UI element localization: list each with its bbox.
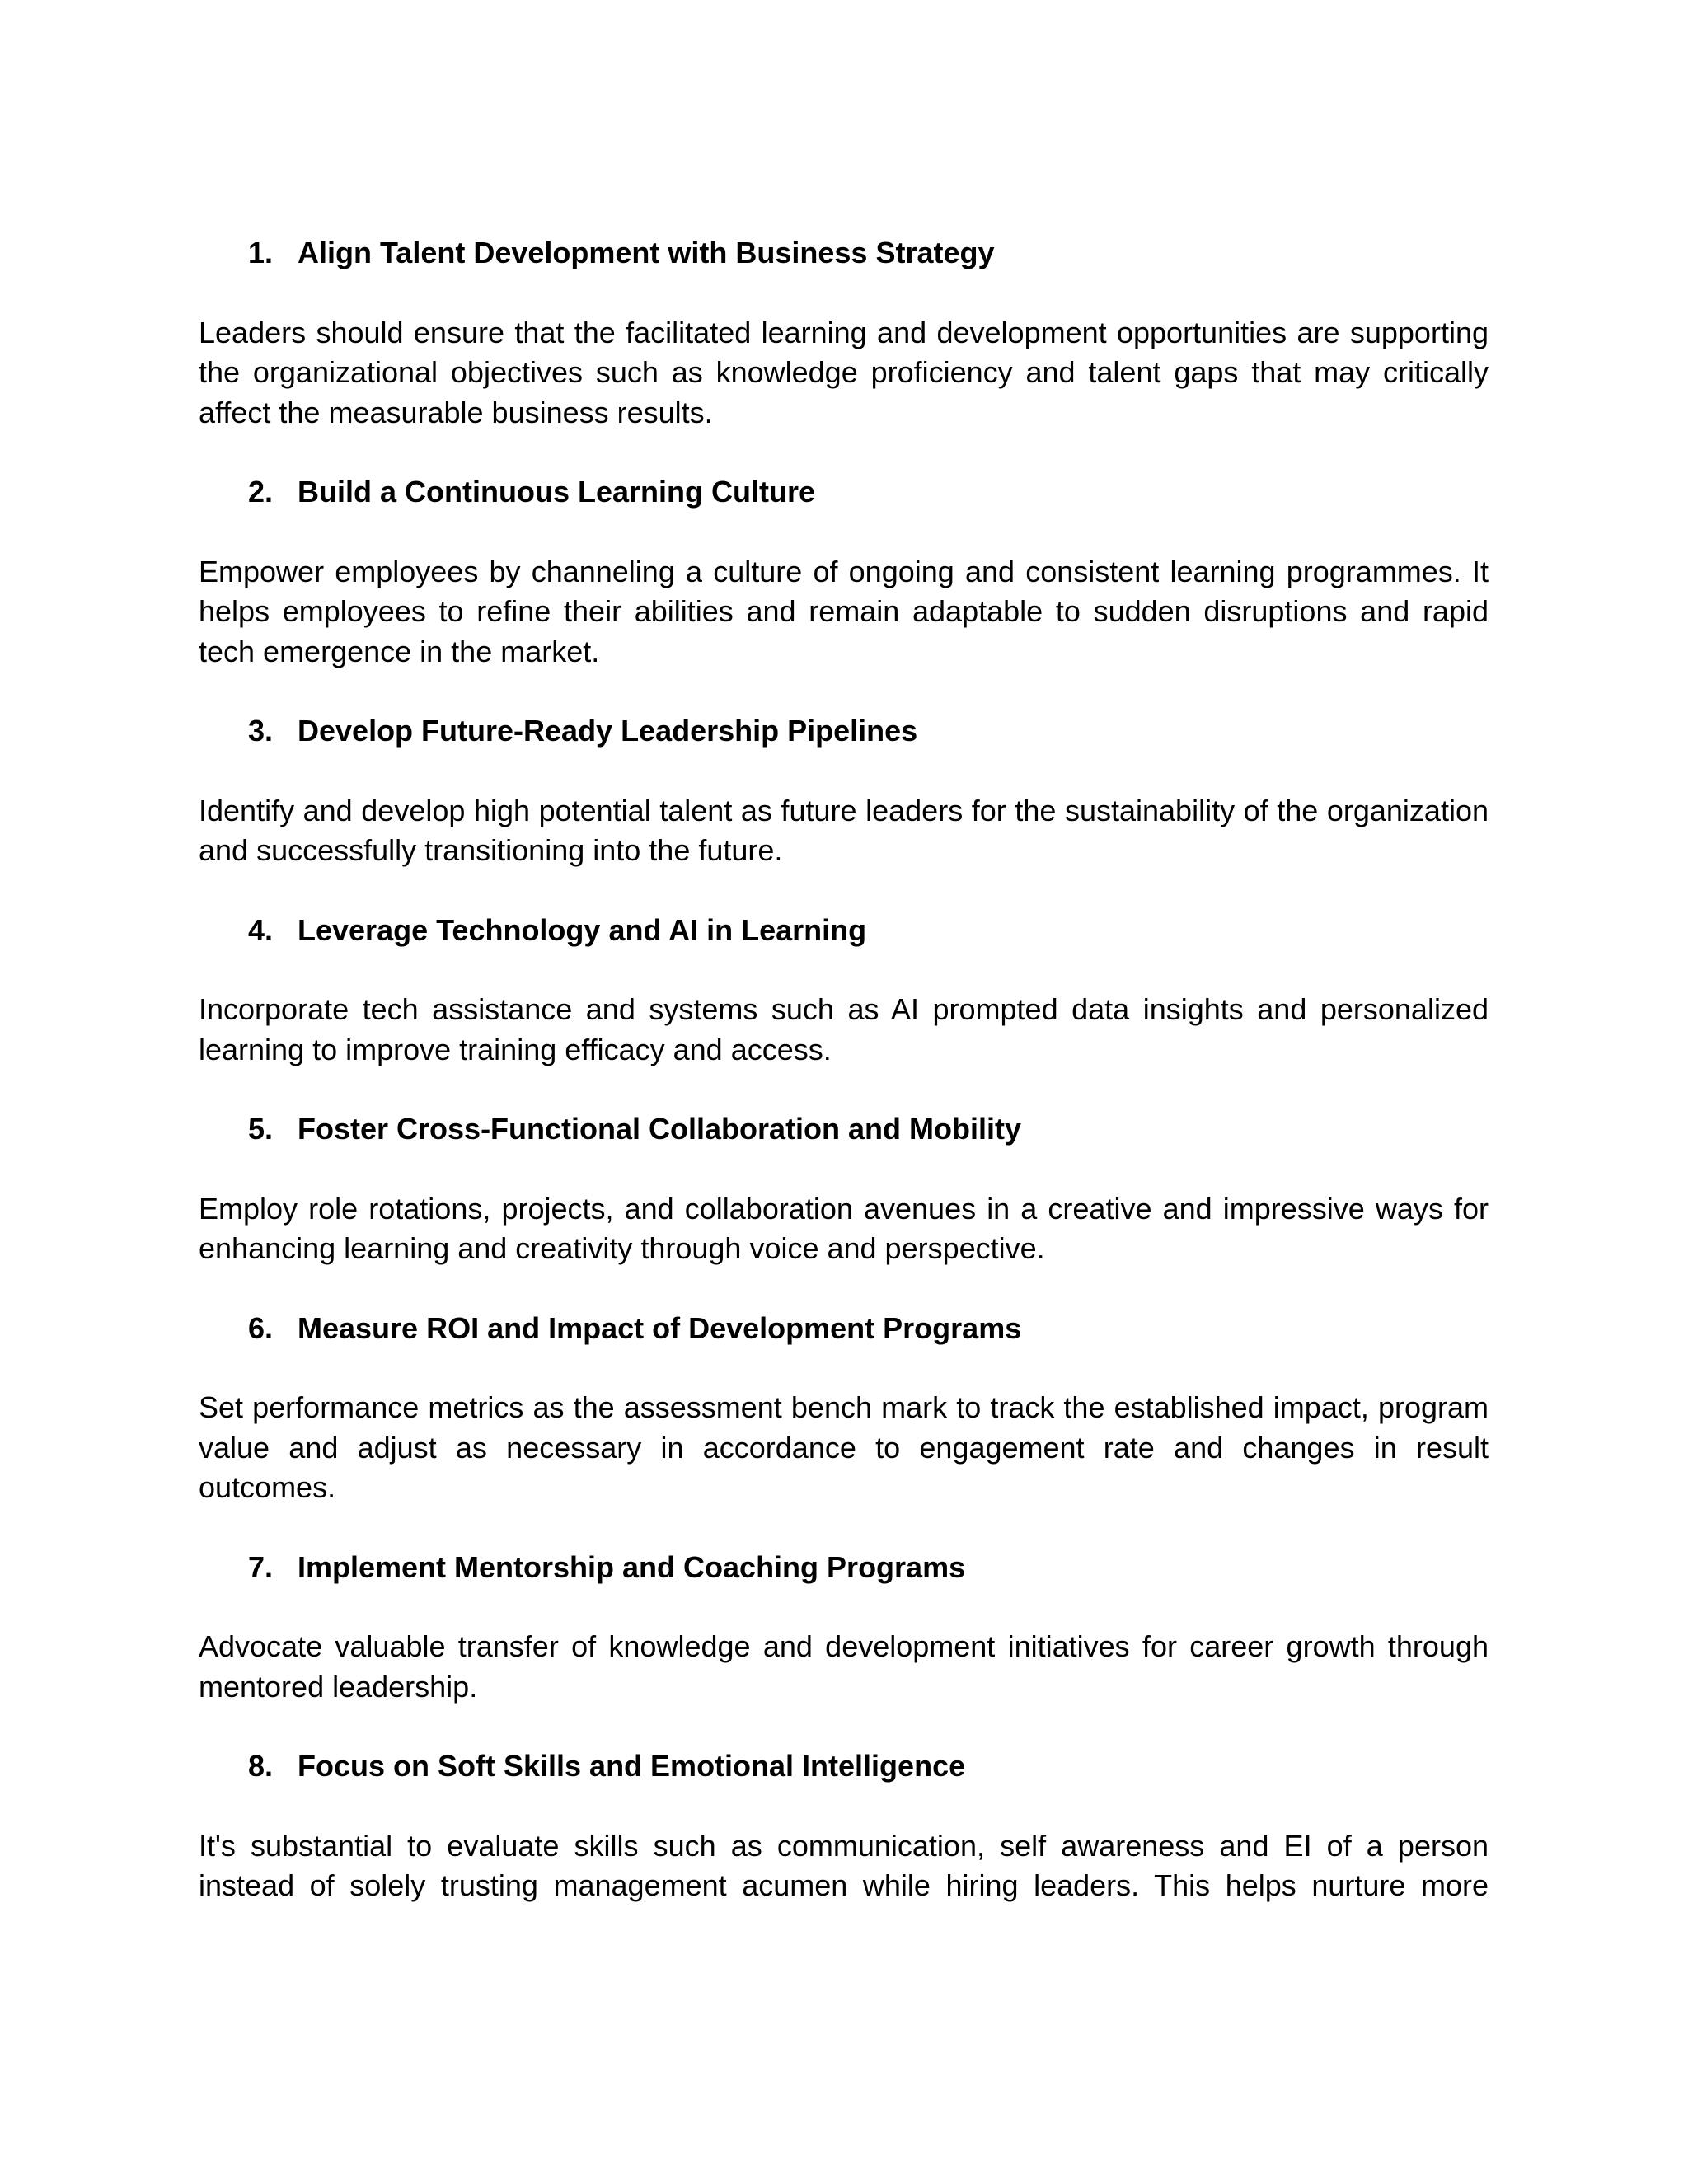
section-title: Align Talent Development with Business Strategy bbox=[298, 236, 995, 269]
section-6 bbox=[199, 1309, 1489, 1508]
section-title: Develop Future-Ready Leadership Pipelines bbox=[298, 714, 918, 748]
section-body: Empower employees by channeling a culture of ongoing and consistent learning programmes. It helps employees to refine their abilities and remain adaptable to sudden disruptions and rapid tech emergence in the market. bbox=[199, 554, 1489, 668]
section-3 bbox=[199, 711, 1489, 871]
section-number: 1. bbox=[248, 236, 274, 269]
section-number: 8. bbox=[248, 1749, 274, 1783]
section-body: Leaders should ensure that the facilitated learning and development opportunities are supporting the organizational objectives such as knowledge proficiency and talent gaps that may critically affect the measurable business results. bbox=[199, 315, 1489, 429]
section-heading bbox=[199, 1309, 1489, 1349]
section-7 bbox=[199, 1548, 1489, 1708]
section-heading bbox=[199, 472, 1489, 513]
section-body: Identify and develop high potential talent as future leaders for the sustainability of the organization and successfully transitioning into the future. bbox=[199, 793, 1489, 867]
section-title: Focus on Soft Skills and Emotional Intelligence bbox=[298, 1749, 966, 1783]
section-number: 6. bbox=[248, 1310, 274, 1345]
section-body: Employ role rotations, projects, and collaboration avenues in a creative and impressive ways for enhancing learning and creativity through voice and perspective. bbox=[199, 1191, 1489, 1265]
section-title: Build a Continuous Learning Culture bbox=[298, 475, 815, 509]
document-content bbox=[199, 233, 1489, 1946]
section-8 bbox=[199, 1746, 1489, 1906]
section-heading bbox=[199, 711, 1489, 752]
section-heading bbox=[199, 1746, 1489, 1787]
section-2 bbox=[199, 472, 1489, 672]
section-heading bbox=[199, 233, 1489, 274]
section-number: 3. bbox=[248, 714, 274, 748]
section-body: Incorporate tech assistance and systems such as AI prompted data insights and personalized learning to improve training efficacy and access. bbox=[199, 992, 1489, 1066]
section-body: Advocate valuable transfer of knowledge and development initiatives for career growth through mentored leadership. bbox=[199, 1629, 1489, 1704]
section-heading bbox=[199, 1109, 1489, 1150]
section-4 bbox=[199, 911, 1489, 1071]
section-number: 7. bbox=[248, 1549, 274, 1584]
section-heading bbox=[199, 911, 1489, 951]
section-title: Measure ROI and Impact of Development Programs bbox=[298, 1310, 1022, 1345]
section-title: Implement Mentorship and Coaching Programs bbox=[298, 1549, 966, 1584]
section-number: 5. bbox=[248, 1112, 274, 1146]
section-title: Foster Cross-Functional Collaboration and Mobility bbox=[298, 1112, 1022, 1146]
section-heading bbox=[199, 1548, 1489, 1588]
section-1 bbox=[199, 233, 1489, 433]
section-number: 2. bbox=[248, 475, 274, 509]
section-number: 4. bbox=[248, 912, 274, 947]
section-body: Set performance metrics as the assessment bench mark to track the established impact, program value and adjust as necessary in accordance to engagement rate and changes in result outcomes. bbox=[199, 1390, 1489, 1504]
section-title: Leverage Technology and AI in Learning bbox=[298, 912, 867, 947]
section-5 bbox=[199, 1109, 1489, 1269]
section-body: It's substantial to evaluate skills such as communication, self awareness and EI of a person instead of solely trusting management acumen while hiring leaders. This helps nurture more bbox=[199, 1828, 1489, 1902]
